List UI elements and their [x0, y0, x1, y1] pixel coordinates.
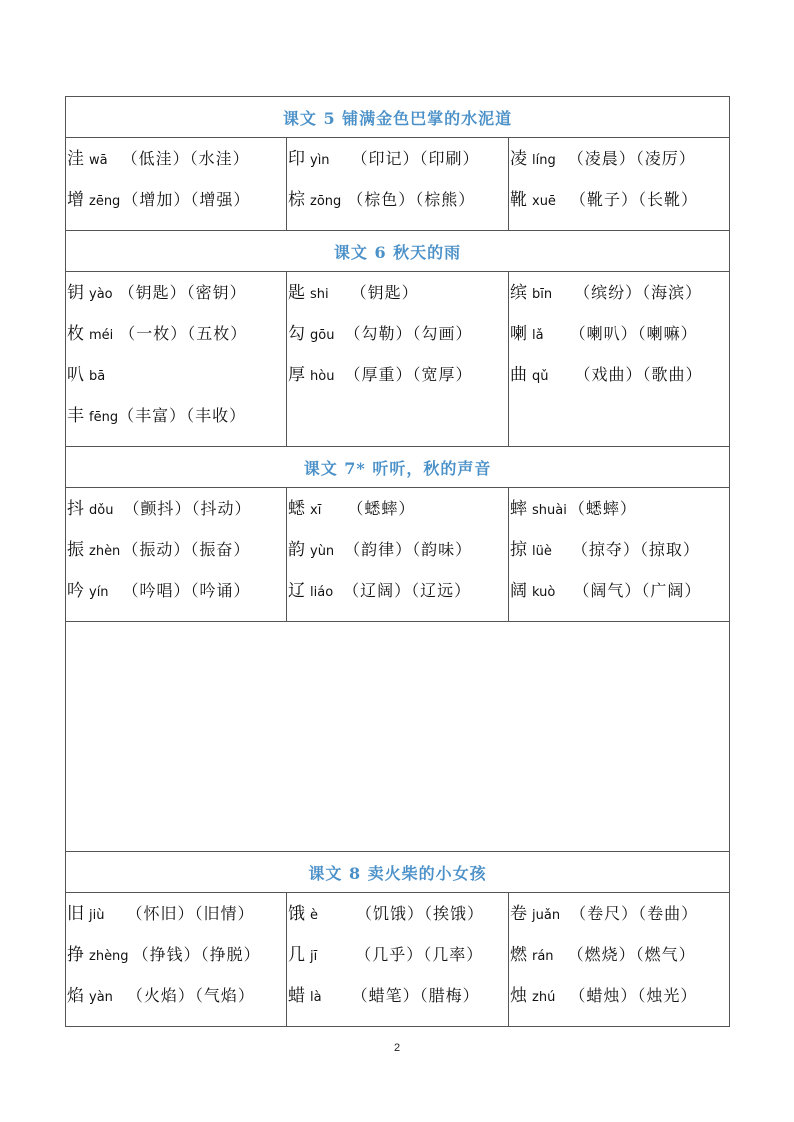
vocab-pinyin: qǔ	[532, 369, 549, 384]
vocab-character: 曲	[510, 365, 527, 385]
vocab-pinyin: yùn	[310, 544, 335, 559]
vocab-character: 钥	[67, 283, 84, 303]
vocab-entry	[287, 319, 508, 360]
vocab-cell	[287, 893, 509, 1027]
lesson-title-row	[66, 447, 730, 488]
vocab-pinyin: jī	[310, 949, 318, 964]
page-number: 2	[393, 1042, 401, 1054]
vocab-words: （吟唱）（吟诵）	[122, 581, 251, 600]
vocab-pinyin: rán	[532, 949, 554, 964]
vocab-entry	[66, 278, 286, 319]
vocab-pinyin: zōng	[310, 194, 342, 209]
vocab-character: 增	[67, 190, 84, 210]
vocab-pinyin: hòu	[310, 369, 335, 384]
vocab-pinyin: juǎn	[532, 908, 561, 923]
vocab-words: （增加）（增强）	[122, 190, 251, 209]
vocab-pinyin: gōu	[310, 328, 335, 343]
vocab-cell	[509, 272, 730, 447]
vocab-entry	[509, 144, 729, 185]
vocab-pinyin: yào	[89, 287, 113, 302]
vocab-entry	[509, 576, 729, 617]
vocab-entry	[287, 494, 508, 535]
vocab-entry	[66, 319, 286, 360]
vocab-words: （勾勒）（勾画）	[344, 324, 473, 343]
lesson-content-row	[66, 893, 730, 1027]
vocab-pinyin: è	[310, 908, 318, 923]
vocab-entry	[66, 981, 286, 1022]
vocab-character: 枚	[67, 324, 84, 344]
vocab-words: （蟋蟀）	[568, 499, 637, 518]
vocab-words: （戏曲）（歌曲）	[574, 365, 703, 384]
vocab-pinyin: lüè	[532, 544, 552, 559]
vocab-character: 辽	[288, 581, 305, 601]
vocab-words: （蜡笔）（腊梅）	[351, 986, 480, 1005]
vocab-pinyin: dǒu	[89, 503, 114, 518]
vocab-character: 旧	[67, 904, 84, 924]
vocab-words: （低洼）（水洼）	[121, 149, 250, 168]
vocab-pinyin: lǎ	[532, 328, 544, 343]
vocab-words: （蜡烛）（烛光）	[569, 986, 698, 1005]
vocab-character: 印	[288, 149, 305, 169]
vocab-pinyin: zēng	[89, 194, 121, 209]
vocab-words: （掠夺）（掠取）	[571, 540, 700, 559]
vocab-pinyin: zhú	[532, 990, 556, 1005]
vocab-entry	[66, 360, 286, 401]
vocab-entry	[509, 319, 729, 360]
vocab-cell	[66, 138, 287, 231]
vocab-pinyin: zhèng	[89, 949, 129, 964]
vocab-words: （韵律）（韵味）	[344, 540, 473, 559]
vocab-pinyin: yàn	[89, 990, 113, 1005]
vocab-character: 厚	[288, 365, 305, 385]
vocab-character: 韵	[288, 540, 305, 560]
vocab-character: 丰	[67, 406, 84, 426]
blank-area	[66, 622, 730, 852]
vocab-pinyin: bīn	[532, 287, 553, 302]
vocab-entry	[287, 144, 508, 185]
vocab-character: 掠	[510, 540, 527, 560]
vocab-pinyin: yín	[89, 585, 109, 600]
vocab-pinyin: xī	[310, 503, 322, 518]
vocab-pinyin: liáo	[310, 585, 334, 600]
vocab-entry	[66, 401, 286, 442]
vocab-character: 喇	[510, 324, 527, 344]
vocab-pinyin: là	[310, 990, 322, 1005]
vocab-words: （印记）（印刷）	[351, 149, 480, 168]
vocab-character: 阔	[510, 581, 527, 601]
vocab-words: （阔气）（广阔）	[573, 581, 702, 600]
vocab-pinyin: líng	[532, 153, 556, 168]
vocab-entry	[287, 981, 508, 1022]
vocab-character: 振	[67, 540, 84, 560]
vocab-character: 蟋	[288, 499, 305, 519]
vocab-words: （饥饿）（挨饿）	[356, 904, 485, 923]
vocab-entry	[509, 360, 729, 401]
vocab-cell	[509, 893, 730, 1027]
vocab-entry	[509, 278, 729, 319]
vocab-character: 叭	[67, 365, 84, 385]
vocab-words: （钥匙）	[350, 283, 419, 302]
vocab-words: （丰富）（丰收）	[118, 406, 247, 425]
lesson-title-row	[66, 97, 730, 138]
lesson-title: 课文 7* 听听，秋的声音	[66, 447, 730, 488]
vocab-character: 靴	[510, 190, 527, 210]
lesson-title-row	[66, 852, 730, 893]
vocab-words: （棕色）（棕熊）	[347, 190, 476, 209]
vocab-character: 抖	[67, 499, 84, 519]
vocab-entry	[287, 535, 508, 576]
vocab-character: 烛	[510, 986, 527, 1006]
vocab-entry	[509, 535, 729, 576]
vocab-character: 卷	[510, 904, 527, 924]
vocab-words: （颤抖）（抖动）	[123, 499, 252, 518]
vocab-pinyin: yìn	[310, 153, 330, 168]
vocab-words: （凌晨）（凌厉）	[567, 149, 696, 168]
vocab-entry	[509, 940, 729, 981]
lesson-title: 课文 6 秋天的雨	[66, 231, 730, 272]
vocab-character: 蜡	[288, 986, 305, 1006]
lesson-title-row	[66, 231, 730, 272]
vocab-character: 几	[288, 945, 305, 965]
vocab-entry	[509, 899, 729, 940]
vocab-words: （燃烧）（燃气）	[567, 945, 696, 964]
vocab-character: 勾	[288, 324, 305, 344]
vocab-entry	[509, 981, 729, 1022]
vocab-words: （一枚）（五枚）	[119, 324, 248, 343]
vocab-words: （缤纷）（海滨）	[574, 283, 703, 302]
vocabulary-table	[65, 96, 730, 1027]
vocab-cell	[66, 893, 287, 1027]
vocab-words: （辽阔）（辽远）	[343, 581, 472, 600]
vocab-character: 吟	[67, 581, 84, 601]
vocab-entry	[509, 494, 729, 535]
vocab-character: 饿	[288, 904, 305, 924]
vocab-entry	[287, 940, 508, 981]
vocab-pinyin: kuò	[532, 585, 556, 600]
vocab-cell	[287, 272, 509, 447]
vocab-entry	[66, 576, 286, 617]
vocab-pinyin: méi	[89, 328, 114, 343]
vocab-entry	[287, 576, 508, 617]
vocab-cell	[509, 488, 730, 622]
vocab-words: （钥匙）（密钥）	[118, 283, 247, 302]
lesson-title: 课文 8 卖火柴的小女孩	[66, 852, 730, 893]
vocab-pinyin: jiù	[89, 908, 105, 923]
vocab-character: 燃	[510, 945, 527, 965]
vocab-character: 蟀	[510, 499, 527, 519]
vocab-words: （厚重）（宽厚）	[344, 365, 473, 384]
vocab-pinyin: bā	[89, 369, 106, 384]
vocab-words: （靴子）（长靴）	[569, 190, 698, 209]
vocab-entry	[287, 899, 508, 940]
vocab-character: 棕	[288, 190, 305, 210]
vocab-words: （振动）（振奋）	[122, 540, 251, 559]
vocab-words: （怀旧）（旧情）	[126, 904, 255, 923]
vocab-pinyin: zhèn	[89, 544, 121, 559]
vocab-words: （卷尺）（卷曲）	[570, 904, 699, 923]
vocab-character: 凌	[510, 149, 527, 169]
vocab-entry	[66, 899, 286, 940]
vocab-entry	[66, 185, 286, 226]
vocab-entry	[66, 494, 286, 535]
vocab-character: 挣	[67, 945, 84, 965]
vocab-pinyin: shi	[310, 287, 329, 302]
lesson-content-row	[66, 138, 730, 231]
vocab-character: 焰	[67, 986, 84, 1006]
vocab-pinyin: shuài	[532, 503, 567, 518]
vocab-words: （几乎）（几率）	[355, 945, 484, 964]
vocab-entry	[287, 278, 508, 319]
vocab-entry	[287, 185, 508, 226]
vocab-pinyin: wā	[89, 153, 108, 168]
vocab-character: 洼	[67, 149, 84, 169]
vocab-words: （喇叭）（喇嘛）	[569, 324, 698, 343]
vocab-cell	[509, 138, 730, 231]
vocab-words: （挣钱）（挣脱）	[132, 945, 261, 964]
vocab-entry	[66, 535, 286, 576]
lesson-content-row	[66, 272, 730, 447]
vocab-cell	[66, 272, 287, 447]
lesson-content-row	[66, 488, 730, 622]
vocab-cell	[287, 138, 509, 231]
vocab-entry	[287, 360, 508, 401]
vocab-cell	[66, 488, 287, 622]
vocab-entry	[509, 185, 729, 226]
vocab-character: 匙	[288, 283, 305, 303]
vocab-entry	[66, 144, 286, 185]
vocab-words: （蟋蟀）	[347, 499, 416, 518]
vocab-entry	[66, 940, 286, 981]
lesson-title: 课文 5 铺满金色巴掌的水泥道	[66, 97, 730, 138]
vocab-cell	[287, 488, 509, 622]
vocab-words: （火焰）（气焰）	[126, 986, 255, 1005]
blank-row	[66, 622, 730, 852]
vocab-character: 缤	[510, 283, 527, 303]
vocab-pinyin: fēng	[89, 410, 119, 425]
vocab-pinyin: xuē	[532, 194, 556, 209]
